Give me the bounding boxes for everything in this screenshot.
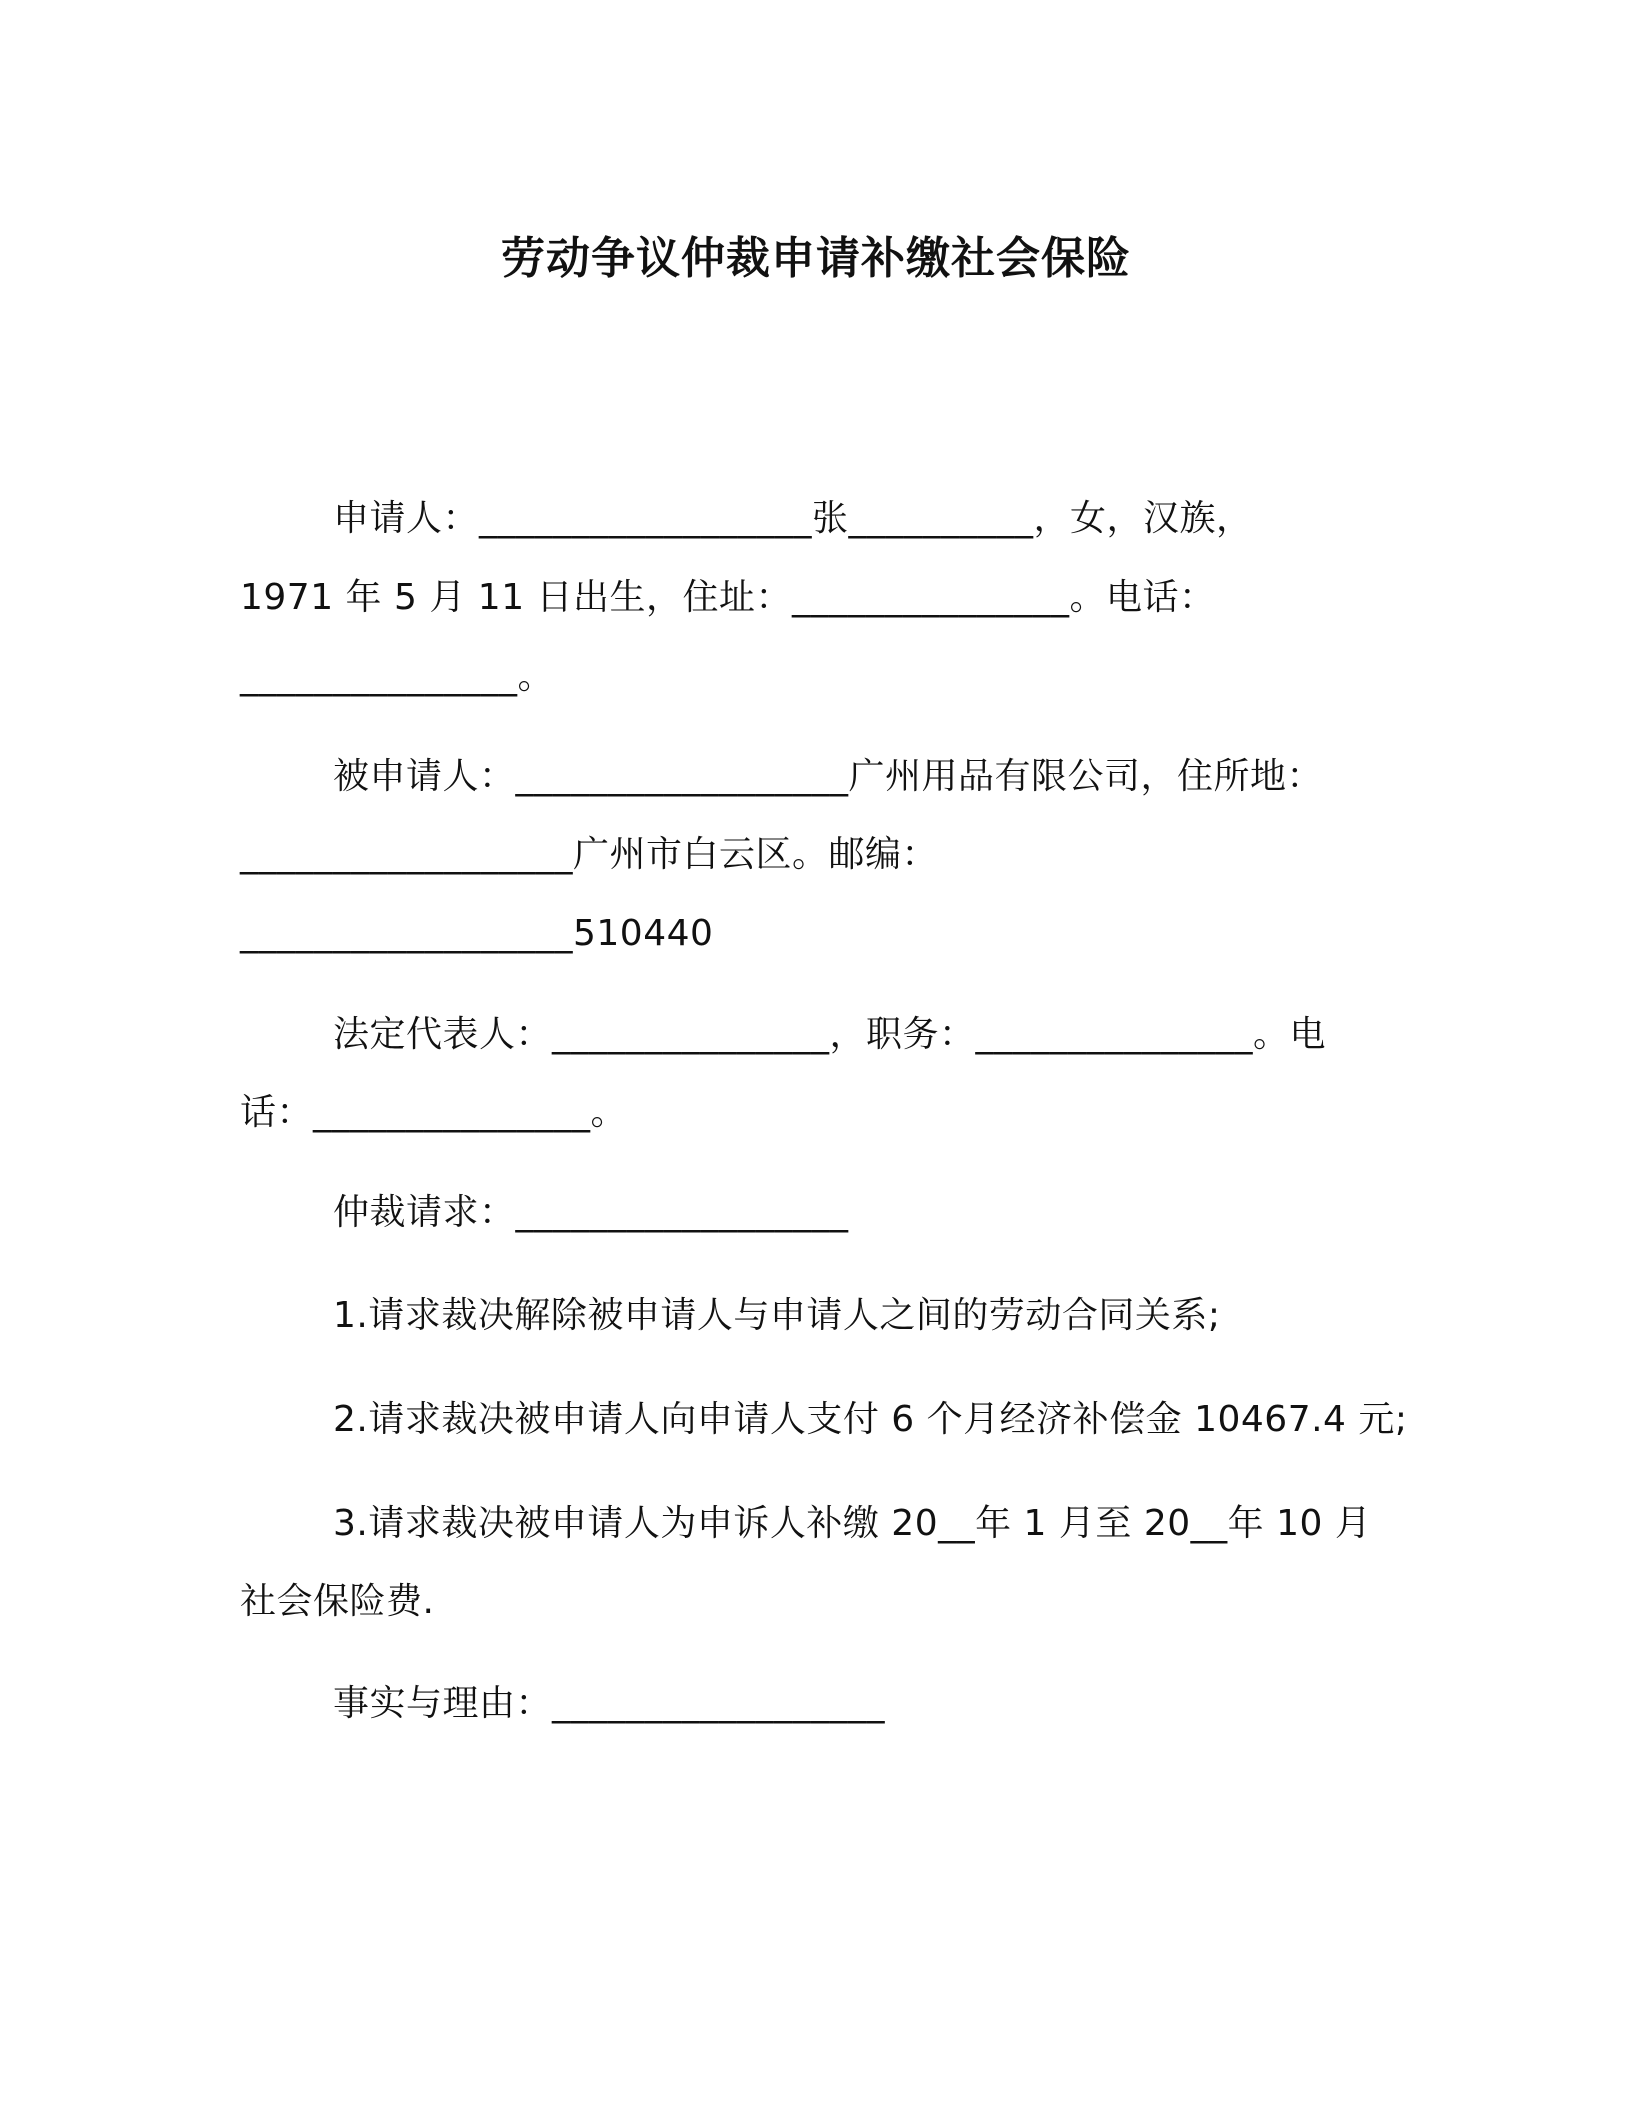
respondent-line-2: __________________广州市白云区。邮编： [240,834,939,875]
document-title: 劳动争议仲裁申请补缴社会保险 [501,233,1131,284]
applicant-line-1: 申请人：__________________张__________，女，汉族， [333,498,1253,539]
respondent-line-3: __________________510440 [240,913,714,954]
respondent-line-1: 被申请人：__________________广州用品有限公司，住所地： [333,756,1324,797]
applicant-line-2: 1971 年 5 月 11 日出生，住址：_______________。电话： [240,577,1216,618]
claim-item-2: 2.请求裁决被申请人向申请人支付 6 个月经济补偿金 10467.4 元; [333,1399,1408,1440]
legal-rep-line-2: 话：_______________。 [240,1092,628,1133]
claim-item-3-line-2: 社会保险费. [240,1581,435,1622]
applicant-line-3: _______________。 [240,656,554,697]
legal-rep-line-1: 法定代表人：_______________，职务：_______________。电 [333,1014,1327,1055]
claim-item-3-line-1: 3.请求裁决被申请人为申诉人补缴 20__年 1 月至 20__年 10 月 [333,1503,1372,1544]
claim-item-1: 1.请求裁决解除被申请人与申请人之间的劳动合同关系; [333,1295,1221,1336]
claims-heading: 仲裁请求：__________________ [333,1192,849,1233]
facts-reasons-heading: 事实与理由：__________________ [333,1683,886,1724]
